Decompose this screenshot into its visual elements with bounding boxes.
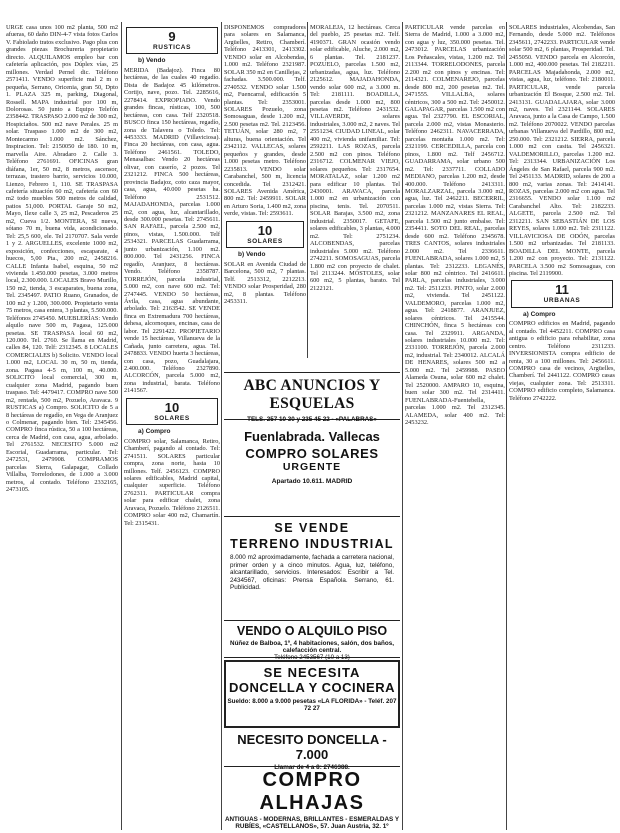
ad-headline: SE NECESITA — [263, 665, 361, 680]
ads-text: COMPRO solar, Salamanca, Retiro, Chamberí, pagando al contado. Tel: 2741511. SOLARES particular compra, zona norte, hasta 10 millones. Telf. 2456123. COMPRO solares edificables, Madrid capital, cualquier superficie. Teléfono 2762311. PARTICULAR compra solar para edificar chalet, zona Aravaca, Pozuelo. Teléfono 2126511. COMPRO solar 400 m2, Chamartín. Tel: 2315431. — [124, 437, 220, 527]
section-title: RUSTICAS — [152, 44, 192, 51]
subsection-title: b) Vendo — [138, 57, 166, 65]
ad-body: Llamar de 4 a 8: 2746388. — [274, 764, 350, 771]
ad-contact: TELS. 257 10 30 y 235 45 22 - «PALABRAS» — [247, 416, 377, 423]
subsection-title: a) Compro — [138, 428, 171, 436]
ad-body: Núñez de Balboa, 1º, 4 habitaciones, salón, dos baños, calefacción central. — [230, 640, 394, 654]
section-header-solares — [226, 221, 304, 248]
column-rule — [121, 22, 122, 830]
ads-text: URGE casa unos 100 m2 planta, 500 m2 afueras, 60 daño DIN-4-7 vista fotos Carlos V. Fabiolado tratos exclusivo. Pago plus con grandes piezas Brochureria propietario directo. — [6, 24, 118, 61]
vendo-alquilo-piso-ad — [224, 620, 400, 661]
column-rule — [307, 22, 308, 358]
column-1 — [6, 24, 118, 828]
ad-headline: NECESITO DONCELLA - 7.000 — [237, 732, 387, 762]
column-rule — [221, 22, 222, 830]
column-3 — [224, 24, 306, 380]
column-2 — [124, 24, 220, 828]
ads-text: PARTICULAR vende parcelas en Sierra de Madrid, 1.000 a 3.000 m2, con agua y luz, 350.000 pesetas. Tel. 2473012. PARCELAS urbanización Los Peñascales, vistas, 1.200 m2. Tel 2113344. TORRELODONES, parcela 2.200 m2 con pinos y encinas. Tel: 2114321. COLMENAREJO, parcelas desde 800 m2, 200 pesetas m2. Tel. 2471555. VILLALBA, solares céntricos, 300 a 500 m2. Tel: 2450012. GALAPAGAR, parcelas 1.500 m2 con agua. Tel 2327790. EL ESCORIAL, parcela 2.000 m2, vistas Monasterio. Teléfono 2462311. NAVACERRADA, parcelas montaña 1.000 m2. Tel: 2321199. CERCEDILLA, parcela con pinos, 1.800 m2. Telf 2456712. GUADARRAMA, solar urbano 500 m2. Tel: 2337711. COLLADO MEDIANO, parcelas 1.200 m2, desde 400.000. Teléfono 2413311. MORALZARZAL, parcela 3.000 m2, agua, luz. Tel 2462211. BECERRIL, parcelas 1.000 m2, vistas Sierra. Tel: 2321212. MANZANARES EL REAL, parcela 1.500 m2 junto embalse. Tel: 2354411. SOTO DEL REAL, parcelas desde 600 m2. Teléfono 2345678. TRES CANTOS, solares industriales 2.000 m2. Tel 2336611. FUENLABRADA, solares 1.000 m2, 5 plantas. Tel: 2312233. LEGANÉS, solar 800 m2 céntrico. Tel 2416611. PARLA, parcelas industriales, 3.000 m2. Tel: 2511233. PINTO, solar 2.000 m2, vivienda. Tel 2451122. VALDEMORO, parcelas 1.000 m2, agua. Tel: 2418877. ARANJUEZ, solares céntricos. Tel 2415544. CHINCHÓN, finca 5 hectáreas con casa. Tel 2329911. ARGANDA, solares industriales 10.000 m2. Tel: 2331100. TORREJÓN, parcela 2.000 m2, industrial. Tel: 2340012. ALCALÁ DE HENARES, solares 500 m2 a 5.000 m2. Tel 2459988. PASEO Alameda Osuna, solar 600 m2 chalet. Tel 2520000. AMPARO 10, esquina, buen solar 300 m2. Tel 2314411. FUENLABRADA-Fuentebella, parcelas 1.000 m2. Tel 2312345. ALAMEDA, solar 400 m2. Tel: 2453232. — [405, 24, 505, 427]
section-number: 10 — [257, 222, 273, 238]
section-header-rusticas — [126, 27, 218, 54]
ad-headline: VENDO O ALQUILO PISO — [236, 624, 388, 638]
column-6 — [509, 24, 615, 828]
ad-headline: ABC ANUNCIOS Y ESQUELAS — [243, 377, 381, 412]
ads-text: MORALEJA, 12 hectáreas. Cerca del pueblo, 25 pesetas m2. Telf. 4190371. GRAN ocasión vendo solar edificable, Aluche, 2.000 m2, 6 plantas. Tel. 2181237. POZUELO, parcelas 1.500 m2, urbanizadas, agua, luz. Teléfono 2125612. MAJADAHONDA, vendo solar 600 m2, a 3.000 m. Tel: 2181111. BOADILLA, parcelas desde 1.000 m2, 800 pesetas m2. Teléfono 2431532. VILLAVERDE, solares industriales, 3.000 m2, 2 naves. Tel 2551234. CIUDAD LINEAL, solar 400 m2, vivienda unifamiliar. Tel: 2592211. LAS ROZAS, parcela 2.500 m2 con pinos. Teléfono 2316712. COLMENAR VIEJO, solares pequeños. Tel: 2317654. MORATALAZ, solar 1.200 m2 para edificar 10 plantas. Tel 2430001. ARAVACA, parcela 1.000 m2 en urbanización con piscina, tenis. Tel. 2070511. SOLAR Barajas, 3.500 m2, zona industrial. 2350017. GETAFE, solares edificables, 3 plantas, 4.000 m2. Tel: 2751234. ALCOBENDAS, parcelas industriales 5.000 m2. Teléfono 2742211. SOMOSAGUAS, parcela 1.800 m2 con proyecto de chalet. Tel 2113244. MÓSTOLES, solar 600 m2, 5 plantas, barato. Tel 2122121. — [310, 24, 400, 292]
ad-body: ANTIGUAS - MODERNAS, BRILLANTES - ESMERALDAS Y RUBÍES, «CASTELLANOS», 57. Juan Austria, 32. 1º — [224, 816, 400, 831]
terreno-industrial-ad — [224, 516, 400, 619]
section-number: 9 — [168, 29, 176, 44]
ad-body: Sueldo: 8.000 a 9.000 pesetas «LA FLORIDA» - Teléf. 207 72 27 — [227, 698, 397, 712]
column-4 — [310, 24, 400, 380]
section-title: SOLARES — [154, 414, 190, 422]
section-header-solares — [126, 398, 218, 425]
section-title: SOLARES — [247, 237, 283, 245]
compro-alhajas-ad — [224, 766, 400, 831]
column-5 — [405, 24, 505, 828]
column-rule — [506, 22, 507, 830]
necesito-doncella-ad — [224, 728, 400, 771]
ads-text: SOLAR en Avenida Ciudad de Barcelona, 500 m2, 7 plantas. Telf. 2513312, 2212213. VENDO solar Prosperidad, 280 m2, 8 plantas. Teléfono 2453311. — [224, 260, 306, 305]
ads-text: ALQUILAMOS empleo bar con cafetería aplicación, pos Dúplex vías, 25 millones. Verdad Pernel dic. Teléfono 2571411. VENDO superficie mal 2 m o pequeña, Serrano, Oricenia, gran 50, Dpto 1. PLAZA 325 m, parking, Diagonal, Rossell. MAPA industrial por 100 m, Dolorosas. 50 junto a Equipo Telefón 2358442. TRASPASO 2.000 m2 de 300 m2, Hospiciaños. 500 m2 nave Perales. 25 m solar. Traspaso 1.000 m2 de 300 m2, Montecarmo 1.000 m2. Sánchez, Inspiracion. Tel: 2150050 de 180. 10 m, marvella Aire. Abradaro 2. Calle 3. Teléfono 2761691. OFICINAS gran diáfana, 1er, 50 m2, 8 metros, ascensor, terrazas, trastero barrio, servicios 10.000, Lienzo, Febrero 1, 110. SE TRASPASA cafetería situación 60 m2, cafetería con 60 m2 todo muebles 500 metros de calidad, patios 51,000. PORTAL Garaje 50 m2, Mayo, Ilexe calle 3, 25 m2, Pescaderos 25 m2, Cueva 1/2. MONTERA, SI nueva, sótano 70 m, buena vida, acondicionado. Tel: 25,5 600, ele. Tel 2170707. Sala verde 1 y 2. ARGUELLES, excelente 1000 m2, exposición, confecciones, escaparate, 4 huecos, 5,00 Pta., 200 m2, 2458216. CALLE Infanta Isabel, esquina, 50 m2 vivienda 1.450.000 pesetas, 3.000 metros local, 2.300.000. LOCALES Bravo Murillo, 150 m2, tienda, 3 escaparates, buena zona, Tel. 2345497. PATIO Ruano, Granados, de 100 m2 y 1.200, 300.000. Propietario venta 75 metros, casa entera, 3 plantas, 5.500.000. Teléfonos 2745450. MUEBLERÍAS: Vendo alquilo nave 500 m, Pagasa, 125.000 pesetas. SE TRASPASA local 60 m2, 120.000. Tel. 2760. Se llama en Madrid, calles 84, 120. Telf: 2312345. 8 LOCALES COMERCIALES b) Solicito. VENDO local 1.000 m2, LOCAL 30 m, 50 m, tienda, zona. Pagasa 4-5 m, 100 m, 40.000. SOLICITO local comercial, 300 m, cualquier zona Madrid, pagando buen traspaso. Tel: 4479417. COMPRO nave 500 m2, rentada, 500 m2, Pozuelo, Aravaca. 9 RUSTICAS a) Compro. SOLICITO de 5 a 8 hectáreas de regadío, en Vega de Aranjuez o Colmenar, pagando bien. Tel: 2345456. COMPRO finca rústica, 50 a 100 hectáreas, cerca de Madrid, con casa, agua, arbolado. Tel 2761532. NECESITO 5.000 m2 Escorial, Guadarrama, particular. Tel: 2472531, 2479908. COMPRAMOS parcelas Sierra, Galapagar, Collado Villalba, Torrelodones, de 1.000 a 3.000 metros, al contado. Teléfono 2332165, 2473105. — [6, 53, 118, 494]
ads-text: MERIDA (Badajoz). Finca 80 hectáreas, de las cuales 40 regadío. Dista de Badajoz 45 kilómetros. Cortijo, nave, pozo. Tel. 2285616, 2278414. EXPROPIADO. Vendo grandes fincas, rústicas, 100, 500 hectáreas, con casa. Telf 2320518. BUSCO finca 150 hectáreas, regadío, zona de Talavera o Toledo. Tel: 4453333. MADRID (Villaviciosa). Finca 20 hectáreas, con casa, agua. Teléfono 2461561. TOLEDO, Menasalbas: Vendo 20 hectáreas olivar, con caserío, 2 pozos. Tel 2321212. FINCA 500 hectáreas, provincia Badajoz, coto caza mayor, casa, agua, 40.000 pesetas ha. Teléfono 2531512. MAJADAHONDA, parcelas 1.000 m2, con agua, luz, alcantarillado, desde 300.000 pesetas. Tel: 2745611. SAN RAFAEL, parcela 2.500 m2, pinos, vistas, 1.500.000. Telf 2534321. PARCELAS Guadarrama, junto urbanización, 1.100 m2. 800.000. Tel 2431256. FINCA regadío, Aranjuez, 8 hectáreas. Vendo. Teléfono 2358787. TORREJÓN, parcela industrial, 5.000 m2, con nave 600 m2. Tel: 2747445. VENDO 50 hectáreas, Ávila, casa, agua abundante, arbolado. Tel: 2163542. SE VENDE finca en Extremadura 700 hectáreas, dehesa, alcornoques, encinas, casa de labor. Tel 2291422. PROPIETARIO vende 15 hectáreas, Villanueva de la Cañada, junto carretera, agua. Tel. 2478833. VENDO huerta 3 hectáreas, con casa, pozo, Guadalajara, 2.400.000. Teléfono 2327890. ALCORCÓN, parcela 5.000 m2, zona industrial, barata. Teléfono 2141567. — [124, 66, 220, 395]
column-rule — [402, 22, 403, 830]
subsection-title: b) Vendo — [238, 251, 266, 259]
subsection-title: a) Compro — [523, 310, 556, 318]
doncella-cocinera-ad — [224, 660, 400, 728]
ad-headline: COMPRO ALHAJAS — [259, 769, 365, 814]
ad-urgent: URGENTE — [282, 461, 342, 473]
ads-text: COMPRO edificios en Madrid, pagando al contado. Tel 4452211. COMPRO casa antigua o edificio para rehabilitar, zona centro. Teléfono 2311233. INVERSIONISTA compra edificio de renta, 30 a 100 millones. Tel: 2456611. COMPRO casa de vecinos, Argüelles, Chamberí. Tel 2441122. COMPRO casas viejas, cualquier zona. Tel: 2513311. COMPRO edificio completo, Salamanca. Teléfono 2742222. — [509, 320, 615, 402]
section-number: 10 — [164, 399, 180, 415]
ad-body: 8.000 m2 aproximadamente, fachada a carretera nacional, primer orden y a cinco minutos. Agua, luz, teléfono, alcantarillado, servicios. Interesados: Escribir a Tel. 2434567, oficinas: Prensa Española. Serrano, 61. Publicidad. — [230, 554, 394, 592]
ad-footer: Apartado 10.611. MADRID — [271, 478, 353, 485]
abc-anuncios-ad — [224, 372, 400, 423]
ad-subheadline: COMPRO SOLARES — [245, 446, 379, 461]
ad-main: TERRENO INDUSTRIAL — [230, 537, 394, 551]
section-title: URBANAS — [543, 297, 581, 305]
ad-footer: Teléfono 2453567 (10 a 13) — [274, 654, 350, 661]
ad-main: DONCELLA Y COCINERA — [229, 680, 395, 695]
ad-headline: Fuenlabrada. Vallecas — [244, 429, 380, 444]
ads-text: SOLARES industriales, Alcobendas, San Fernando, desde 5.000 m2. Teléfonos 2345611, 2742233. PARTICULAR vende solar 500 m2, 6 plantas, Prosperidad. Tel. 2455050. VENDO parcela en Alcorcón, 1.000 m2, 400.000 pesetas. Tel 2182211. PARCELAS Majadahonda, 2.000 m2, vistas, agua, luz, teléfono. Tel: 2180011. PARTICULAR, vende parcela urbanización El Bosque, 2.500 m2. Tel. 2413131. GUADALAJARA, solar 3.000 m2, naves. Tel 2321144. SOLARES Aravaca, junto a la Casa de Campo, 1.500 m2. Teléfono 2070022. VENDO parcelas urbanas Villanueva del Pardillo, 800 m2, 250.000. Tel: 2321212. SIERRA, parcela 1.000 m2 con casita. Tel 2456321. VALDEMORILLO, parcelas 1.200 m2. Tel: 2313344. URBANIZACIÓN Los Ángeles de San Rafael, parcela 900 m2. Tel 2451133. MADRID, solares de 200 a 800 m2, varias zonas. Tel: 2414141. ROZAS, parcelas 2.000 m2 con agua. Tel 2316655. VENDO solar 1.100 m2 Carabanchel Alto. Tel: 2182233. ALGETE, parcela 2.500 m2. Tel 2312211. SAN SEBASTIÁN DE LOS REYES, solares 1.000 m2. Tel: 2311122. VILLAVICIOSA DE ODÓN, parcelas 1.500 m2 urbanizadas. Tel 2181133. BOADILLA DEL MONTE, parcela 1.200 m2 con proyecto. Tel: 2131122. PARCELA 3.500 m2 Somosaguas, con piscina. Tel 2119900. — [509, 24, 615, 277]
ad-headline: SE VENDE — [274, 521, 350, 535]
fuenlabrada-ad — [224, 421, 400, 513]
section-header-urbanas — [511, 280, 613, 307]
section-number: 11 — [555, 282, 569, 298]
ads-text: DISPONEMOS compradores para solares en Salamanca, Argüelles, Retiro, Chamberí. Teléfono 2413301, 2413302. VENDO solar en Alcobendas, 1.000 m2. Teléfono 2321987. SOLAR 350 m2 en Canillejas, 2 fachadas. 3.500.000. Telf. 2740532. VENDO solar 1.500 m2, Fuencarral, edificación 5 plantas. Tel: 2353001. SOLARES Pozuelo, zona Somosaguas, desde 1.200 m2, 2.500 pesetas m2. Tel. 2123456. TETUÁN, solar 280 m2, 7 alturas, buena orientación. Tel 2342112. VALLECAS, solares pequeños y grandes, desde 1.000 pesetas metro. Teléfono 2235813. VENDO solar Carabanchel, 500 m, licencia concedida. Tel 2312421. SOLARES Avenida América, 800 m2. Tel: 2459911. SOLAR en Arturo Soria, 1.400 m2, zona verde, vistas. Tel: 2593611. — [224, 24, 306, 218]
